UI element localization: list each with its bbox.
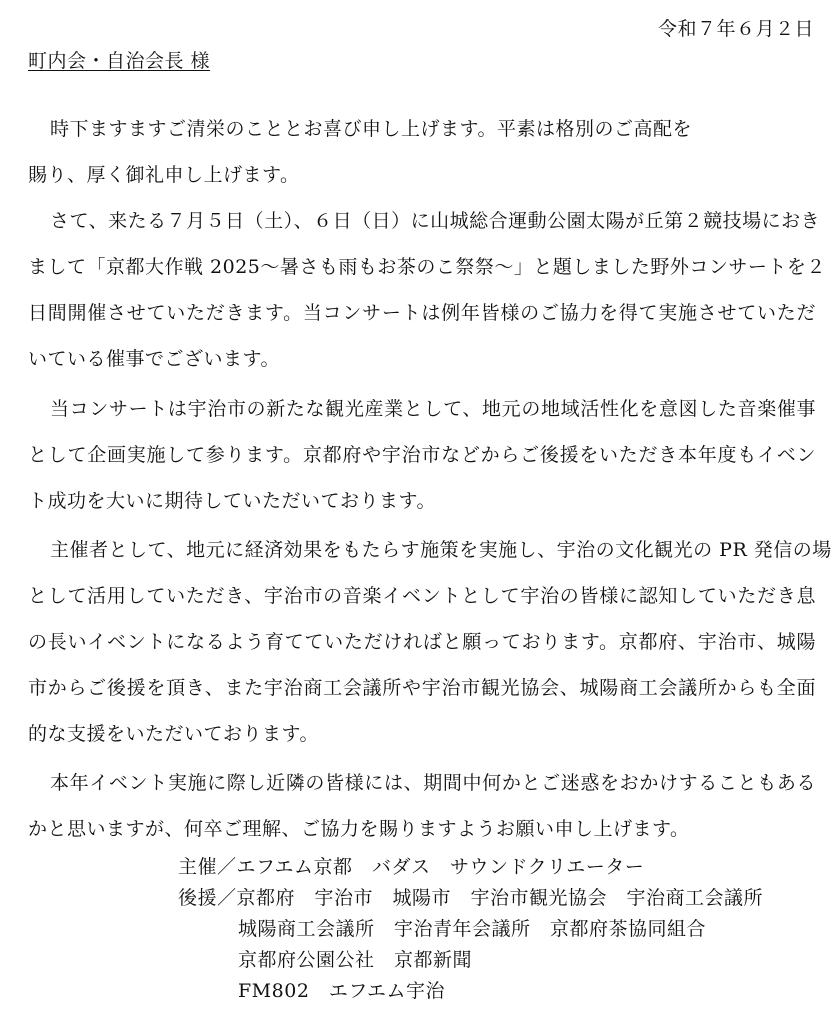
body-line: として活用していただき、宇治市の音楽イベントとして宇治の皆様に認知していただき息 [28, 585, 816, 607]
body-line: さて、来たる７月５日（土）、６日（日）に山城総合運動公園太陽が丘第２競技場におき [50, 210, 821, 232]
body-line: 当コンサートは宇治市の新たな観光産業として、地元の地域活性化を意図した音楽催事 [50, 398, 816, 420]
body-line: 市からご後援を頂き、また宇治商工会議所や宇治市観光協会、城陽商工会議所からも全面 [28, 677, 816, 699]
supporters-line: FM802 エフエム宇治 [238, 980, 445, 1002]
supporters-line: 城陽商工会議所 宇治青年会議所 京都府茶協同組合 [238, 918, 707, 940]
supporters-line: 後援／京都府 宇治市 城陽市 宇治市観光協会 宇治商工会議所 [178, 887, 764, 909]
body-line: ト成功を大いに期待していただいております。 [28, 490, 436, 512]
body-line: かと思いますが、何卒ご理解、ご協力を賜りますようお願い申し上げます。 [28, 818, 690, 840]
body-line: 的な支援をいただいております。 [28, 723, 319, 745]
body-line: として企画実施して参ります。京都府や宇治市などからご後援をいただき本年度もイベン [28, 444, 816, 466]
body-line: いている催事でございます。 [28, 348, 280, 370]
body-line: 日間開催させていただきます。当コンサートは例年皆様のご協力を得て実施させていただ [28, 302, 816, 324]
body-line: の長いイベントになるよう育てていただければと願っております。京都府、宇治市、城陽 [28, 631, 816, 653]
body-line: 賜り、厚く御礼申し上げます。 [28, 164, 300, 186]
letter-date: 令和７年６月２日 [657, 18, 814, 40]
supporters-line: 京都府公園公社 京都新聞 [238, 949, 473, 971]
body-line: 時下ますますご清栄のこととお喜び申し上げます。平素は格別のご高配を [50, 118, 692, 140]
body-line: まして「京都大作戦 2025～暑さも雨もお茶のこ祭祭～」と題しました野外コンサートを２ [28, 256, 826, 278]
body-line: 主催者として、地元に経済効果をもたらす施策を実施し、宇治の文化観光の PR 発信の場 [50, 539, 832, 561]
body-line: 本年イベント実施に際し近隣の皆様には、期間中何かとご迷惑をおかけすることもある [50, 772, 816, 794]
organizer-line: 主催／エフエム京都 バダス サウンドクリエーター [178, 856, 645, 878]
addressee: 町内会・自治会長 様 [28, 50, 211, 72]
